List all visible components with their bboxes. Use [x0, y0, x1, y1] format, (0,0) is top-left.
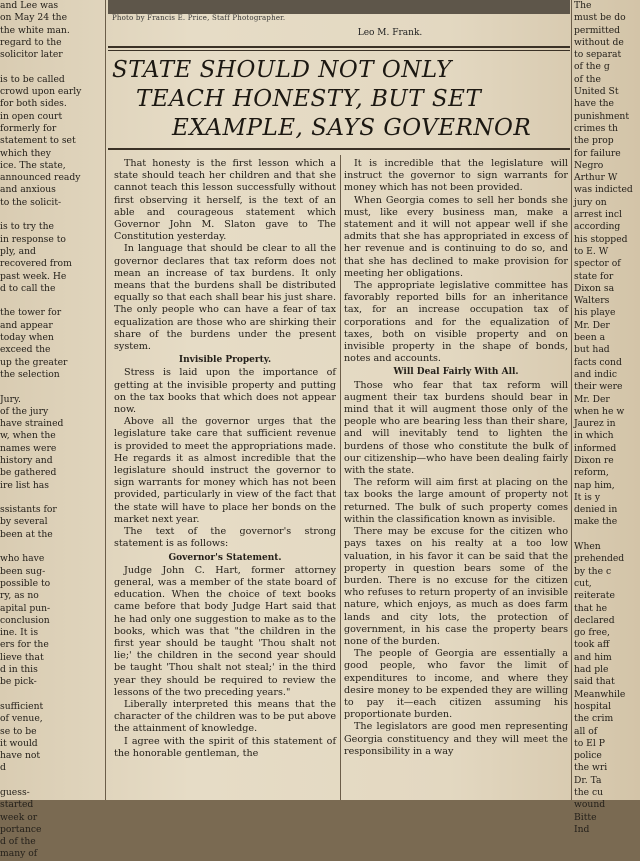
right-column-line: all of [574, 725, 598, 737]
left-column-line: ply, and [0, 245, 36, 257]
right-column-line: When [574, 541, 601, 553]
right-column-line: said that [574, 676, 615, 688]
article-paragraph: Those who fear that tax reform will augment their tax burdens should bear in mind that it will augment those only of the people who are bearing less than their share, and will inevitably tend to lighten the burdens of those who constitute the bulk of our citizenship—who have been dealing fairly with the state. [344, 379, 568, 477]
right-column-line: Ind [574, 823, 590, 835]
right-column-line: and indic [574, 368, 618, 380]
left-column-line [0, 492, 104, 504]
right-column-line: and him [574, 651, 612, 663]
right-column-line: but had [574, 344, 610, 356]
article-paragraph: The people of Georgia are essentially a good people, who favor the limit of expenditures to income, and where they desire money to be expended they are willing to pay it—each citizen assuming his proportionate burden. [344, 648, 568, 721]
left-column-line: recovered from [0, 258, 72, 270]
right-column-line: was indicted [574, 184, 633, 196]
photo-bottom-edge [108, 0, 570, 14]
left-column-line: to the solicit- [0, 196, 62, 208]
right-column-line: the crim [574, 713, 614, 725]
article-column-1 [114, 158, 336, 800]
left-column-line: the selection [0, 368, 60, 380]
column-rule-right [571, 0, 572, 800]
right-column-line: permitted [574, 24, 621, 36]
left-column-line: ssistants for [0, 504, 57, 516]
left-column-line: started [0, 799, 34, 811]
article-paragraph: In language that should be clear to all the governor declares that tax reform does not mean an increase of tax burdens. It only means that the burdens shall be distributed equally so that each shall bear his just share. The only people who can have a fear of tax equalization are those who are shirking their share of the burdens under the present system. [114, 243, 336, 353]
right-column-line: cut, [574, 577, 592, 589]
headline [108, 56, 570, 143]
right-column-line: jury on [574, 196, 607, 208]
right-column-line: United St [574, 86, 619, 98]
right-column-line: their were [574, 381, 623, 393]
left-column-line [0, 541, 104, 553]
right-column-line: his playe [574, 307, 616, 319]
right-column-text [574, 0, 640, 835]
right-column-line: that he [574, 602, 608, 614]
column-rule-middle [340, 155, 341, 800]
article-paragraph: That honesty is the first lesson which a state should teach her children and that she cannot teach this lesson successfully without first observing it herself, is the text of an able and courageous statement which Governor John M. Slaton gave to The Constitution yesterday. [114, 158, 336, 243]
headline-line-2: TEACH HONESTY, BUT SET [136, 86, 482, 112]
left-column-line: be gathered [0, 467, 57, 479]
left-column-line [0, 689, 104, 701]
right-column-line: been a [574, 332, 606, 344]
left-column-line [0, 61, 104, 73]
right-column-line: must be do [574, 12, 626, 24]
left-column-line: is to try the [0, 221, 54, 233]
rule-top [108, 46, 570, 48]
left-column-line: conclusion [0, 614, 50, 626]
right-column-line: reiterate [574, 590, 615, 602]
right-column-line: It is y [574, 491, 601, 503]
left-column-line: on May 24 the [0, 12, 68, 24]
right-column-line: denied in [574, 504, 618, 516]
left-column-line: of venue, [0, 713, 43, 725]
article-paragraph: Above all the governor urges that the legislature take care that sufficient revenue is provided to meet the appropriations made. He regards it as almost incredible that the legislature should instruct the governor to sign warrants for money which has not been provided, particularly in view of the fact that the state will have to place her bonds on the market next year. [114, 416, 336, 525]
right-column-line: spector of [574, 258, 621, 270]
left-column-line: which they [0, 147, 51, 159]
right-column-line: wound [574, 799, 606, 811]
right-column-line: took aff [574, 639, 610, 651]
left-column-line: lieve that [0, 651, 44, 663]
right-column-line: facts cond [574, 356, 622, 368]
left-column-line: who have [0, 553, 45, 565]
left-column-line: statement to set [0, 135, 76, 147]
article-paragraph: I agree with the spirit of this statement of the honorable gentleman, the [114, 735, 336, 759]
left-column-line: w, when the [0, 430, 56, 442]
right-column-line: informed [574, 442, 617, 454]
right-column-line: prehended [574, 553, 625, 565]
left-column-line: the white man. [0, 24, 70, 36]
rule-under-headline [108, 148, 570, 150]
right-column-line: Meanwhile [574, 688, 626, 700]
left-column-line: ers for the [0, 639, 49, 651]
right-column-line: nap him, [574, 479, 615, 491]
left-column-line: formerly for [0, 122, 57, 134]
right-column-line: state for [574, 270, 614, 282]
left-column-line: by several [0, 516, 48, 528]
right-column-line: for failure [574, 147, 621, 159]
left-column-line: d of the [0, 836, 36, 848]
subheading: Will Deal Fairly With All. [393, 367, 519, 378]
left-column-line: exceed the [0, 344, 51, 356]
left-column-line: possible to [0, 577, 51, 589]
left-column-line: in open court [0, 110, 63, 122]
right-column-line: police [574, 750, 602, 762]
photo-credit: Photo by Francis E. Price, Staff Photographer. [112, 14, 286, 22]
article-paragraph: Judge John C. Hart, former attorney general, was a member of the state board of education. When the choice of text books came before that body Judge Hart said that he had only one suggestion to make as to the books, which was that "the children in the first year should be taught 'Thou shalt not lie;' the children in the second year should be taught 'Thou shalt not steal;' in the third year they should be required to review the lessons of the two preceding years." [114, 564, 336, 698]
right-column-line: the cu [574, 787, 604, 798]
left-column-line [0, 381, 104, 393]
left-column-line: Jury. [0, 393, 21, 405]
left-column-line: crowd upon early [0, 86, 82, 98]
right-column-line: Jaurez in [574, 418, 616, 430]
right-column-line: arrest incl [574, 209, 622, 221]
headline-line-3: EXAMPLE, SAYS GOVERNOR [172, 115, 532, 141]
right-column-line: of the [574, 73, 601, 85]
article-paragraph: There may be excuse for the citizen who pays taxes on his realty at a too low valuation, in his favor it can be said that the property in question bears some of the burden. There is no excuse for the citizen who refuses to return property of an invisible nature, which enjoys, as much as does farm lands and city lots, the protection of government, in his case the property bears none of the burden. [344, 526, 568, 647]
subheading: Invisible Property. [178, 355, 272, 366]
right-column-line: reform, [574, 467, 609, 479]
right-column-line: had ple [574, 664, 609, 676]
right-column-line: without de [574, 36, 624, 48]
right-column-line: have the [574, 98, 614, 110]
right-column-line: to E. W [574, 245, 609, 257]
right-column-line: to separat [574, 49, 622, 61]
left-column-line: portance [0, 823, 42, 835]
right-column-line: make the [574, 516, 618, 528]
left-column-line: is to be called [0, 73, 65, 85]
left-column-line: today when [0, 332, 54, 344]
right-column-line: hospital [574, 700, 612, 712]
left-column-line: ine. It is [0, 627, 39, 639]
left-column-line: solicitor later [0, 49, 63, 61]
left-column-line: and anxious [0, 184, 56, 196]
right-column-line: Dr. Ta [574, 774, 602, 786]
right-column-line: by the c [574, 565, 612, 577]
right-column-line: The [574, 0, 592, 11]
right-column-line: in which [574, 430, 614, 442]
left-column-line: have strained [0, 418, 64, 430]
left-column-line: names were [0, 442, 57, 454]
photo-caption: Leo M. Frank. [357, 28, 423, 38]
left-column-line: up the greater [0, 356, 68, 368]
right-column-line: Negro [574, 159, 604, 171]
rule-top-thin [108, 50, 570, 51]
right-column-line: declared [574, 614, 615, 626]
left-column-line: many of [0, 848, 38, 860]
article-paragraph: The legislators are good men representing Georgia constituency and they will meet the responsibility in a way [344, 721, 568, 757]
subheading: Governor's Statement. [168, 552, 282, 563]
article-paragraph: Liberally interpreted this means that the character of the children was to be put above the attainment of knowledge. [114, 698, 336, 735]
left-column-text [0, 0, 104, 860]
left-column-line: d to call the [0, 282, 56, 294]
left-column-line: d in this [0, 664, 38, 676]
headline-line-1: STATE SHOULD NOT ONLY [112, 57, 452, 83]
left-column-line: se to be [0, 725, 37, 737]
left-column-line: apital pun- [0, 602, 51, 614]
article-paragraph: The appropriate legislative committee has favorably reported bills for an inheritance tax, for an increase occupation tax of corporations and for the equalization of taxes, both on visible property and on invisible property in the shape of bonds, notes and accounts. [344, 280, 568, 365]
left-column-line: and Lee was [0, 0, 59, 11]
right-column-line: Mr. Der [574, 319, 610, 331]
right-column-line: Dixon re [574, 454, 614, 466]
left-column-line: ice. The state, [0, 159, 66, 171]
left-column-line: and appear [0, 319, 53, 331]
article-paragraph: It is incredible that the legislature will instruct the governor to sign warrants for money which has not been provided. [344, 158, 568, 194]
left-column-line: d [0, 762, 6, 774]
left-column-line: announced ready [0, 172, 81, 184]
article-paragraph: The text of the governor's strong statement is as follows: [114, 526, 336, 550]
article-paragraph: Stress is laid upon the importance of getting at the invisible property and putting on the tax books that which does not appear now. [114, 367, 336, 416]
right-column-line: Arthur W [574, 172, 618, 184]
right-column-line: when he w [574, 405, 625, 417]
left-column-line: guess- [0, 787, 30, 798]
right-column-line: Dixon sa [574, 282, 615, 294]
right-column-line: punishment [574, 110, 630, 122]
right-column-line [574, 529, 640, 541]
left-column-line: have not [0, 750, 41, 762]
right-column-line: of the g [574, 61, 610, 73]
left-column-line [0, 295, 104, 307]
right-column-line: the wri [574, 762, 608, 774]
left-column-line: week or [0, 811, 38, 823]
column-rule-left [105, 0, 106, 800]
left-column-line: be pick- [0, 676, 37, 688]
right-column-line: the prop [574, 135, 614, 147]
left-column-line: in response to [0, 233, 66, 245]
left-column-line [0, 775, 104, 787]
left-column-line: sufficient [0, 700, 44, 712]
left-column-line: the tower for [0, 307, 62, 319]
left-column-line: been at the [0, 528, 53, 540]
left-column-line: ire list has [0, 479, 50, 491]
left-column-line: regard to the [0, 36, 62, 48]
left-column-line: ry, as no [0, 590, 39, 602]
right-column-line: go free, [574, 627, 610, 639]
left-column-line: history and [0, 454, 53, 466]
article-column-2 [344, 158, 568, 800]
right-column-line: to El P [574, 737, 605, 749]
right-column-line: crimes th [574, 122, 618, 134]
left-column-line: for both sides. [0, 98, 67, 110]
right-column-line: his stopped [574, 233, 628, 245]
article-paragraph: When Georgia comes to sell her bonds she must, like every business man, make a statement and it will not appear well if she admits that she has appropriated in excess of her revenue and is continuing to do so, and that she has declined to make provision for meeting her obligations. [344, 194, 568, 279]
article-paragraph: The reform will aim first at placing on the tax books the large amount of property not returned. The bulk of such property comes within the classification known as invisible. [344, 477, 568, 525]
left-column-line: past week. He [0, 270, 67, 282]
right-column-line: according [574, 221, 621, 233]
left-column-line: of the jury [0, 405, 49, 417]
left-column-line: it would [0, 737, 38, 749]
right-column-line: Walters [574, 295, 610, 307]
left-column-line [0, 209, 104, 221]
right-column-line: Mr. Der [574, 393, 610, 405]
left-column-line: been sug- [0, 565, 46, 577]
right-column-line: Bitte [574, 811, 597, 823]
